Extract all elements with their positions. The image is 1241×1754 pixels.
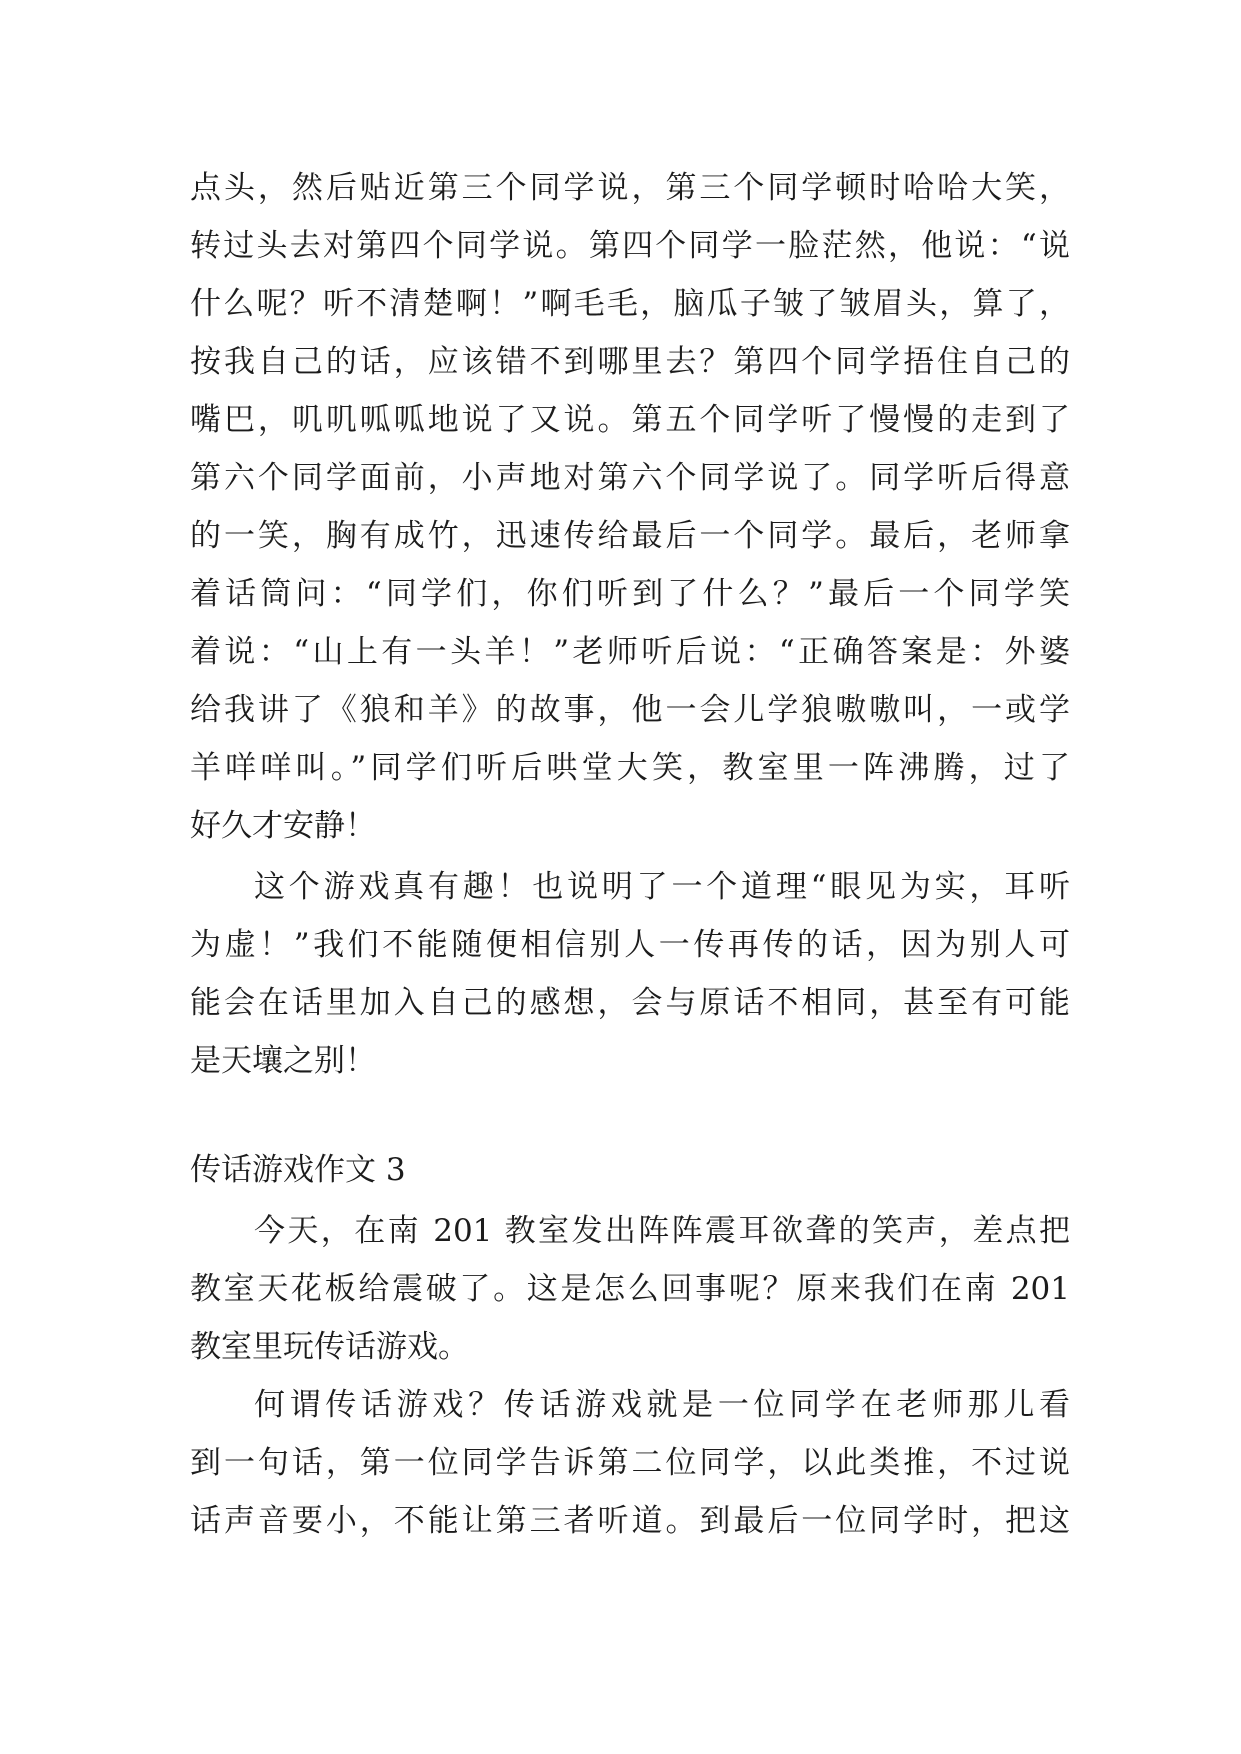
paragraph-first-line: 今天，在南 201 教室发出阵阵震耳欲聋的笑声，差点把 <box>254 1213 1070 1249</box>
text-line: 是天壤之别！ <box>190 1043 376 1079</box>
text-line: 给我讲了《狼和羊》的故事，他一会儿学狼嗷嗷叫，一或学 <box>190 692 1070 728</box>
text-line: 的一笑，胸有成竹，迅速传给最后一个同学。最后，老师拿 <box>190 518 1070 554</box>
text-line: 按我自己的话，应该错不到哪里去？第四个同学捂住自己的 <box>190 344 1070 380</box>
text-line: 能会在话里加入自己的感想，会与原话不相同，甚至有可能 <box>190 985 1070 1021</box>
paragraph-first-line: 何谓传话游戏？传话游戏就是一位同学在老师那儿看 <box>254 1387 1070 1423</box>
text-line: 什么呢？听不清楚啊！”啊毛毛，脑瓜子皱了皱眉头，算了， <box>190 286 1070 322</box>
text-line: 嘴巴，叽叽呱呱地说了又说。第五个同学听了慢慢的走到了 <box>190 402 1070 438</box>
text-line: 转过头去对第四个同学说。第四个同学一脸茫然，他说：“说 <box>190 228 1070 264</box>
text-line: 点头，然后贴近第三个同学说，第三个同学顿时哈哈大笑， <box>190 170 1070 206</box>
text-line: 到一句话，第一位同学告诉第二位同学，以此类推，不过说 <box>190 1445 1070 1481</box>
text-line: 着说：“山上有一头羊！”老师听后说：“正确答案是：外婆 <box>190 634 1070 670</box>
text-line: 教室天花板给震破了。这是怎么回事呢？原来我们在南 201 <box>190 1271 1070 1307</box>
section-heading: 传话游戏作文 3 <box>190 1152 406 1188</box>
text-line: 话声音要小，不能让第三者听道。到最后一位同学时，把这 <box>190 1503 1070 1539</box>
text-line: 教室里玩传话游戏。 <box>190 1329 469 1365</box>
text-line: 第六个同学面前，小声地对第六个同学说了。同学听后得意 <box>190 460 1070 496</box>
text-line: 为虚！”我们不能随便相信别人一传再传的话，因为别人可 <box>190 927 1070 963</box>
paragraph-first-line: 这个游戏真有趣！也说明了一个道理“眼见为实，耳听 <box>254 869 1070 905</box>
text-line: 好久才安静！ <box>190 808 376 844</box>
text-line: 着话筒问：“同学们，你们听到了什么？”最后一个同学笑 <box>190 576 1070 612</box>
text-line: 羊咩咩叫。”同学们听后哄堂大笑，教室里一阵沸腾，过了 <box>190 750 1070 786</box>
